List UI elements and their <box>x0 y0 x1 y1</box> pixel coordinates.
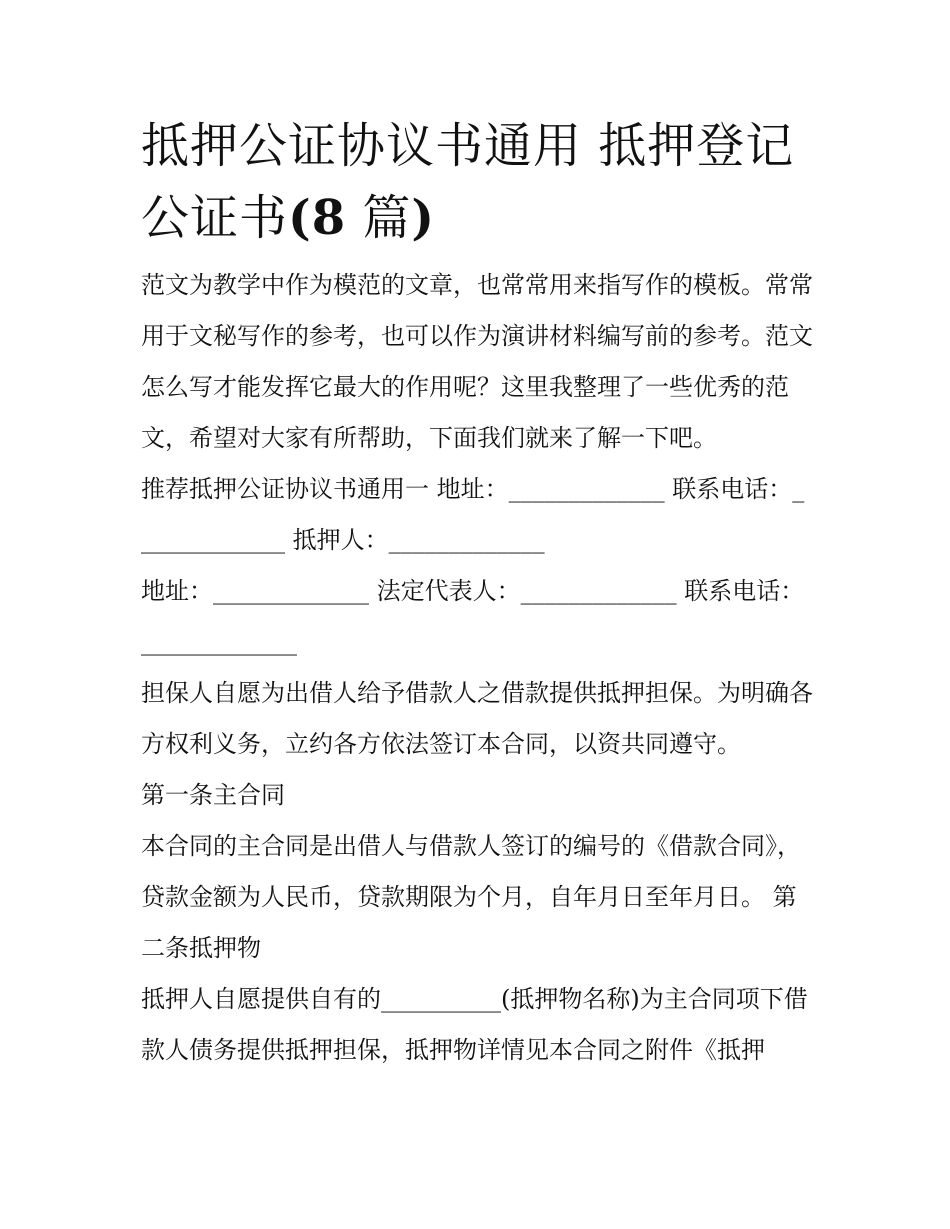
title-unit: 篇 <box>346 190 412 246</box>
article-one-heading: 第一条主合同 <box>141 781 285 809</box>
document-title <box>141 110 813 254</box>
title-count: 8 <box>311 190 347 246</box>
title-main: 抵押公证协议书通用 抵押登记公证书 <box>141 118 795 246</box>
document-body <box>141 110 813 1076</box>
article-two-paragraph: 抵押人自愿提供自有的__________(抵押物名称)为主合同项下借款人债务提供抵押担保，抵押物详情见本合同之附件《抵押 <box>141 985 808 1064</box>
guarantee-paragraph: 担保人自愿为出借人给予借款人之借款提供抵押担保。为明确各方权利义务，立约各方依法签订本合同，以资共同遵守。 <box>141 679 813 758</box>
party-lender-line: 推荐抵押公证协议书通用一 地址：_____________ 联系电话：_____________ 抵押人：_____________ <box>141 475 805 554</box>
intro-paragraph: 范文为教学中作为模范的文章，也常常用来指写作的模板。常常用于文秘写作的参考，也可以作为演讲材料编写前的参考。范文怎么写才能发挥它最大的作用呢？这里我整理了一些优秀的范文，希望对大家有所帮助，下面我们就来了解一下吧。 <box>141 271 813 452</box>
party-address-line: 地址：_____________ 法定代表人：_____________ 联系电话：_____________ <box>141 577 805 656</box>
title-paren-close: ) <box>411 190 436 246</box>
title-paren-open: ( <box>288 190 312 246</box>
article-one-paragraph: 本合同的主合同是出借人与借款人签订的编号的《借款合同》，贷款金额为人民币，贷款期限为个月，自年月日至年月日。 第二条抵押物 <box>141 832 801 962</box>
